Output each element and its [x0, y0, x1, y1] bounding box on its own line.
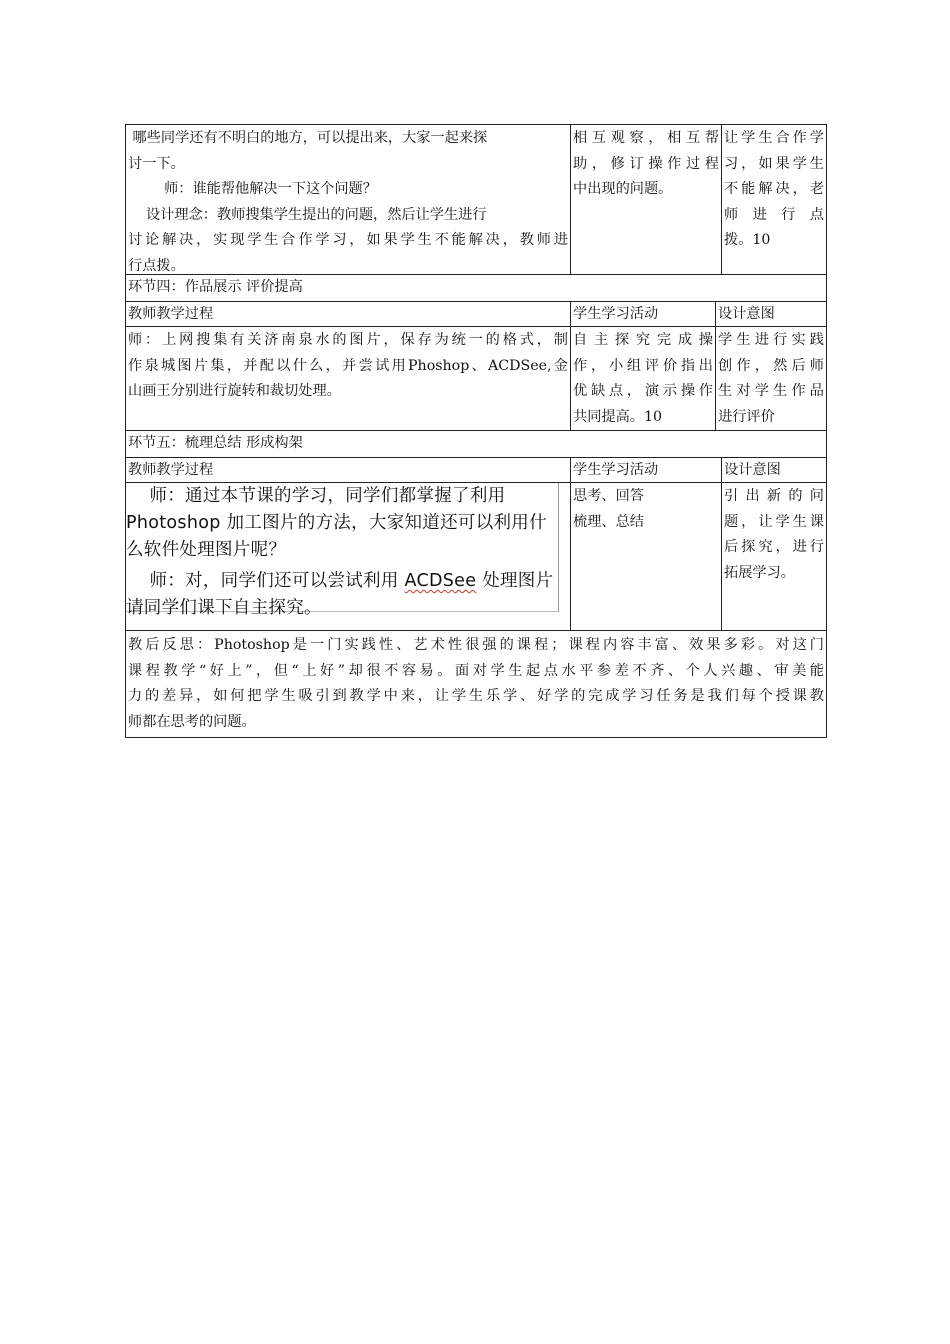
text-line: 拨。10: [724, 232, 771, 248]
student-activity-cell: [571, 125, 721, 274]
pasted-text-image: [126, 483, 559, 618]
section4-body-row: [126, 326, 826, 430]
text-line: 不能解决，老: [724, 181, 824, 197]
text-line: 创作，然后师: [718, 357, 824, 374]
section-title: 环节四：作品展示 评价提高: [128, 279, 303, 295]
teacher-process-cell: [126, 327, 570, 430]
text-line: 中出现的问题。: [573, 181, 673, 197]
discussion-row: [126, 124, 826, 274]
text-line: 讨论解决，实现学生合作学习，如果学生不能解决，教师进: [128, 232, 568, 248]
text-line: [126, 568, 558, 595]
text-line: 么软件处理图片呢？: [126, 540, 287, 560]
section5-title-row: [126, 430, 826, 457]
text-line: 生对学生作品: [718, 383, 824, 399]
text-line: 助，修订操作过程: [573, 155, 719, 172]
text-line: 引出新的问: [724, 488, 824, 504]
header-teacher-process: 教师教学过程: [128, 306, 214, 322]
text-segment: 师：对，同学们还可以尝试利用: [126, 571, 405, 591]
header-design-intent: 设计意图: [724, 462, 781, 478]
section4-title-row: [126, 274, 826, 301]
text-line: 优缺点，演示操作: [573, 383, 713, 399]
teacher-process-cell: [126, 483, 570, 630]
lesson-plan-table: [125, 124, 827, 738]
text-line: 进行评价: [718, 408, 775, 425]
text-line: 师：谁能帮他解决一下这个问题？: [128, 181, 377, 197]
text-line: 相互观察，相互帮: [573, 130, 719, 146]
header-student-activity: 学生学习活动: [573, 462, 659, 478]
text-segment: 处理图片: [476, 571, 554, 591]
section-title: 环节五：梳理总结 形成构架: [128, 435, 303, 451]
reflection-cell: [126, 631, 826, 737]
section5-body-row: [126, 482, 826, 630]
text-line: 共同提高。10: [573, 408, 662, 425]
design-intent-cell: [722, 483, 826, 630]
text-line: 作泉城图片集，并配以什么，并尝试用Phoshop、ACDSee,金: [128, 357, 568, 374]
teacher-process-cell: [126, 125, 570, 274]
spellcheck-underlined-word: ACDSee: [404, 571, 477, 591]
reflection-row: [126, 630, 826, 737]
text-line: 让学生合作学: [724, 130, 824, 146]
header-teacher-process: 教师教学过程: [128, 462, 214, 478]
student-activity-cell: [571, 327, 715, 430]
text-line: 讨一下。: [128, 155, 185, 172]
text-line: 设计理念：教师搜集学生提出的问题，然后让学生进行: [128, 206, 487, 223]
section5-header-row: [126, 457, 826, 482]
header-design-intent: 设计意图: [718, 306, 775, 322]
text-line: 教后反思：Photoshop是一门实践性、艺术性很强的课程；课程内容丰富、效果多彩。对这门: [128, 637, 824, 653]
text-line: 师都在思考的问题。: [128, 713, 256, 730]
section4-header-row: [126, 301, 826, 326]
text-line: 学生进行实践: [718, 332, 824, 348]
text-line: 请同学们课下自主探究。: [126, 598, 322, 618]
text-line: 师：通过本节课的学习，同学们都掌握了利用: [126, 486, 506, 506]
text-line: 思考、回答: [573, 488, 644, 504]
text-line: Photoshop 加工图片的方法，大家知道还可以利用什: [126, 513, 547, 533]
text-line: 课程教学“好上”，但“上好”却很不容易。面对学生起点水平参差不齐、个人兴趣、审美能: [128, 662, 824, 679]
text-line: 哪些同学还有不明白的地方，可以提出来，大家一起来探: [128, 130, 488, 146]
text-line: 行点拨。: [128, 257, 185, 274]
design-intent-cell: [716, 327, 826, 430]
text-line: 拓展学习。: [724, 564, 795, 581]
text-line: 力的差异，如何把学生吸引到教学中来，让学生乐学、好学的完成学习任务是我们每个授课教: [128, 688, 824, 704]
design-intent-cell: [722, 125, 826, 274]
student-activity-cell: [571, 483, 721, 630]
text-line: 习，如果学生: [724, 155, 824, 172]
text-line: 后探究，进行: [724, 539, 824, 555]
text-line: 山画王分别进行旋转和裁切处理。: [128, 383, 341, 399]
text-line: 师：上网搜集有关济南泉水的图片，保存为统一的格式，制: [128, 332, 568, 348]
header-student-activity: 学生学习活动: [573, 306, 659, 322]
text-line: 作，小组评价指出: [573, 357, 713, 374]
text-line: 梳理、总结: [573, 513, 644, 530]
text-line: 题，让学生课: [724, 513, 824, 530]
text-line: 师 进 行 点: [724, 206, 824, 223]
text-line: 自主探究完成操: [573, 332, 713, 348]
